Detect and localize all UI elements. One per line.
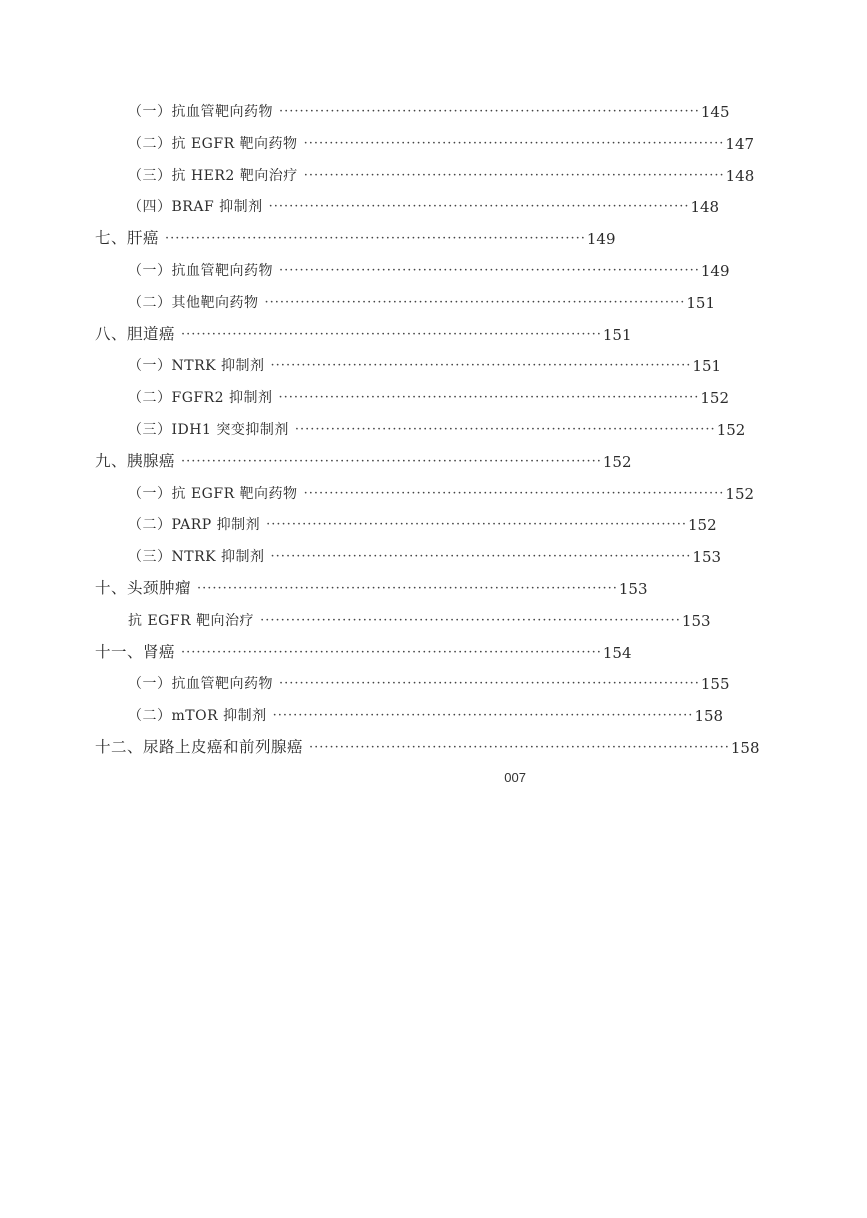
toc-entry[interactable]	[128, 159, 755, 185]
toc-entry-page: 153	[681, 611, 711, 630]
toc-entry-title: （二）PARP 抑制剂	[128, 517, 261, 534]
toc-entry[interactable]	[95, 731, 760, 757]
toc-entry-page: 148	[690, 198, 720, 217]
toc-entry-page: 145	[700, 103, 730, 121]
toc-entry-page: 158	[730, 739, 760, 757]
toc-entry[interactable]	[95, 445, 632, 471]
dot-leader: ··················································································	[303, 485, 725, 501]
toc-entry[interactable]	[128, 477, 755, 503]
toc-entry-title: （一）抗血管靶向药物	[128, 263, 273, 279]
dot-leader: ··················································································	[268, 199, 690, 215]
dot-leader: ··················································································	[303, 135, 725, 151]
dot-leader: ··················································································	[279, 263, 700, 278]
toc-entry[interactable]	[128, 254, 730, 280]
toc-entry-title: （三）IDH1 突变抑制剂	[128, 422, 289, 438]
toc-entry-page: 152	[602, 452, 632, 471]
toc-entry-title: 九、胰腺癌	[95, 451, 176, 470]
dot-leader: ··················································································	[294, 422, 716, 437]
dot-leader: ··················································································	[197, 581, 618, 596]
dot-leader: ··················································································	[309, 740, 730, 755]
toc-entry-page: 152	[716, 421, 746, 439]
toc-entry[interactable]	[95, 572, 648, 598]
toc-entry-page: 152	[700, 389, 730, 408]
page-number: 007	[504, 770, 526, 785]
toc-entry-page: 151	[602, 325, 632, 344]
toc-entry-page: 151	[692, 357, 722, 376]
toc-entry[interactable]	[95, 318, 632, 344]
toc-entry[interactable]	[128, 381, 730, 408]
toc-entry-page: 152	[725, 484, 755, 503]
toc-entry-title: （二）FGFR2 抑制剂	[128, 390, 273, 407]
toc-entry[interactable]	[95, 636, 632, 662]
dot-leader: ··················································································	[264, 294, 686, 310]
toc-entry[interactable]	[128, 540, 722, 567]
toc-entry[interactable]	[128, 95, 730, 121]
toc-entry[interactable]	[128, 127, 755, 153]
toc-entry[interactable]	[128, 699, 724, 726]
toc-entry-page: 149	[700, 262, 730, 280]
dot-leader: ··················································································	[279, 676, 700, 692]
dot-leader: ··················································································	[266, 517, 688, 533]
toc-entry-title: （二）抗 EGFR 靶向药物	[128, 135, 298, 152]
toc-entry-page: 152	[688, 516, 717, 535]
toc-entry[interactable]	[128, 604, 711, 630]
toc-entry[interactable]	[128, 413, 746, 439]
dot-leader: ··················································································	[303, 167, 725, 183]
dot-leader: ··················································································	[165, 231, 586, 247]
toc-entry-title: （二）mTOR 抑制剂	[128, 708, 267, 725]
toc-entry-title: （一）抗血管靶向药物	[128, 104, 273, 120]
toc-entry-title: （一）抗血管靶向药物	[128, 676, 273, 693]
toc-entry-page: 149	[586, 230, 616, 249]
dot-leader: ··················································································	[270, 549, 692, 565]
toc-entry[interactable]	[128, 508, 717, 535]
toc-entry-title: （二）其他靶向药物	[128, 294, 259, 311]
toc-entry-title: 抗 EGFR 靶向治疗	[128, 612, 255, 629]
toc-entry[interactable]	[128, 667, 730, 694]
toc-entry[interactable]	[128, 349, 722, 376]
dot-leader: ··················································································	[181, 644, 602, 660]
toc-entry-page: 147	[725, 134, 755, 153]
dot-leader: ··················································································	[181, 326, 602, 342]
toc-entry-title: （三）NTRK 抑制剂	[128, 549, 265, 566]
toc-entry[interactable]	[128, 190, 720, 217]
dot-leader: ··················································································	[181, 453, 602, 469]
dot-leader: ··················································································	[260, 612, 681, 628]
toc-entry-page: 153	[692, 548, 722, 567]
dot-leader: ··················································································	[272, 708, 694, 724]
toc-entry-page: 148	[725, 166, 755, 185]
toc-entry-title: 十一、肾癌	[95, 642, 176, 661]
toc-entry-title: （一）NTRK 抑制剂	[128, 358, 265, 375]
toc-entry[interactable]	[128, 286, 715, 312]
dot-leader: ··················································································	[279, 104, 700, 119]
toc-entry-title: 十二、尿路上皮癌和前列腺癌	[95, 738, 304, 756]
toc-entry-title: 七、肝癌	[95, 229, 160, 248]
toc-entry-title: 十、头颈肿瘤	[95, 579, 192, 597]
dot-leader: ··················································································	[270, 358, 692, 374]
dot-leader: ··················································································	[278, 390, 700, 406]
toc-entry-page: 154	[602, 643, 632, 662]
toc-entry[interactable]	[95, 222, 616, 249]
toc-entry-page: 153	[618, 580, 648, 598]
toc-entry-page: 151	[686, 293, 715, 312]
toc-entry-title: （三）抗 HER2 靶向治疗	[128, 167, 298, 184]
toc-entry-title: 八、胆道癌	[95, 324, 176, 343]
toc-entry-title: （四）BRAF 抑制剂	[128, 199, 263, 216]
toc-entry-page: 155	[700, 675, 730, 694]
toc-entry-page: 158	[694, 707, 724, 726]
toc-entry-title: （一）抗 EGFR 靶向药物	[128, 485, 298, 502]
